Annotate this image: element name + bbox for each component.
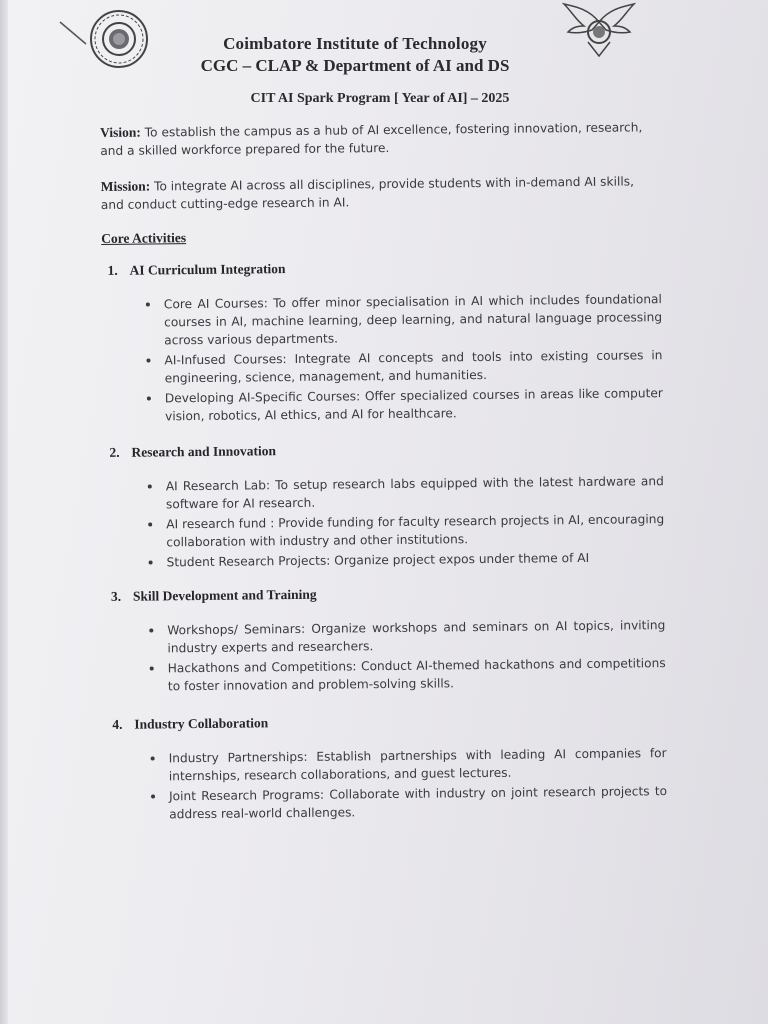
document-header: [150, 34, 560, 76]
list-item: Developing AI-Specific Courses: Offer specialized courses in areas like computer vision, robotics, AI ethics, and AI for healthcare.: [164, 386, 663, 424]
bullet-list: [107, 744, 668, 824]
section-industry-collaboration: [106, 710, 667, 824]
institution-seal-logo: [88, 6, 150, 72]
vision-label: Vision:: [100, 124, 141, 140]
section-number: 3.: [110, 588, 122, 604]
section-title-text: Research and Innovation: [131, 443, 277, 460]
section-title-text: AI Curriculum Integration: [129, 261, 286, 278]
institution-name: Coimbatore Institute of Technology: [223, 34, 487, 53]
section-title: [101, 256, 661, 280]
section-title: [103, 438, 663, 462]
program-title: CIT AI Spark Program [ Year of AI] – 2025: [250, 91, 510, 106]
list-item: Industry Partnerships: Establish partnerships with leading AI companies for internships, research collaborations, and guest lectures.: [168, 746, 667, 784]
pen-mark: [58, 20, 88, 46]
section-title: [106, 710, 666, 734]
core-activities-heading: Core Activities: [101, 230, 187, 246]
document-body: [100, 118, 667, 826]
vision-statement: [100, 118, 660, 160]
page-edge: [0, 0, 8, 1024]
list-item: Joint Research Programs: Collaborate with industry on joint research projects to address real-world challenges.: [168, 784, 668, 822]
bullet-list: [104, 472, 665, 572]
section-number: 1.: [107, 262, 118, 278]
section-curriculum: [101, 256, 663, 426]
list-item: AI Research Lab: To setup research labs equipped with the latest hardware and software for AI research.: [165, 474, 664, 512]
section-title-text: Industry Collaboration: [134, 715, 269, 732]
section-skill-development: [105, 582, 666, 696]
section-number: 4.: [112, 716, 123, 732]
list-item: AI-Infused Courses: Integrate AI concepts and tools into existing courses in engineering, science, management, and humanities.: [164, 348, 663, 386]
section-title: [105, 582, 665, 606]
mission-label: Mission:: [100, 178, 151, 194]
mission-statement: [101, 172, 661, 214]
section-title-text: Skill Development and Training: [132, 586, 317, 604]
section-research: [103, 438, 664, 572]
list-item: Hackathons and Competitions: Conduct AI-themed hackathons and competitions to foster innovation and problem-solving skills.: [167, 656, 666, 694]
mission-text: To integrate AI across all disciplines, provide students with in-demand AI skills, and conduct cutting-edge research in AI.: [100, 174, 635, 212]
winged-emblem-logo: [562, 2, 636, 58]
department-name: CGC – CLAP & Department of AI and DS: [200, 56, 510, 75]
bullet-list: [105, 616, 666, 696]
bullet-list: [102, 290, 663, 426]
list-item: Workshops/ Seminars: Organize workshops and seminars on AI topics, inviting industry experts and researchers.: [167, 618, 666, 656]
section-number: 2.: [109, 444, 120, 460]
vision-text: To establish the campus as a hub of AI excellence, fostering innovation, research, and a skilled workforce prepared for the future.: [100, 120, 643, 158]
list-item: Core AI Courses: To offer minor specialisation in AI which includes foundational courses in AI, machine learning, deep learning, and natural language processing across various departments.: [163, 292, 663, 348]
list-item: Student Research Projects: Organize project expos under theme of AI: [166, 548, 664, 571]
list-item: AI research fund : Provide funding for faculty research projects in AI, encouraging collaboration with industry and other institutions.: [166, 512, 665, 550]
